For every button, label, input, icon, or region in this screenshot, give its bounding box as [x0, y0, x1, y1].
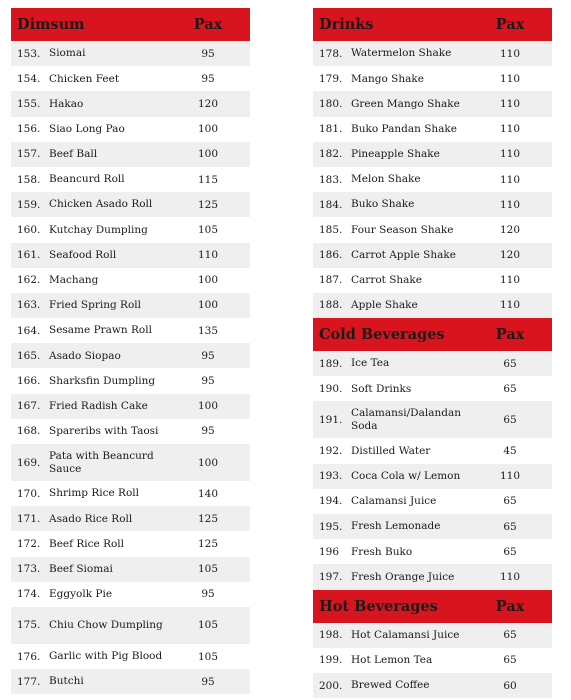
- pax-label: Pax: [495, 16, 525, 33]
- item-name: Fresh Lemonade: [351, 520, 441, 533]
- menu-item-row: [11, 41, 250, 66]
- item-pax: 105: [197, 563, 219, 576]
- item-pax: 95: [201, 349, 215, 362]
- menu-item-row: [11, 167, 250, 192]
- item-pax: 110: [499, 198, 521, 211]
- item-number: 182.: [319, 148, 343, 161]
- item-pax: 100: [197, 123, 219, 136]
- item-pax: 110: [499, 274, 521, 287]
- menu-item-row: [313, 91, 552, 116]
- menu-item-row: [313, 167, 552, 192]
- item-name: Hot Calamansi Juice: [351, 628, 460, 641]
- item-pax: 110: [499, 148, 521, 161]
- item-pax: 110: [499, 123, 521, 136]
- item-name: Brewed Coffee: [351, 679, 430, 692]
- dimsum-list: [11, 41, 250, 694]
- item-number: 155.: [17, 97, 41, 110]
- item-number: 194.: [319, 495, 343, 508]
- item-pax: 110: [499, 470, 521, 483]
- menu-item-row: [11, 293, 250, 318]
- item-pax: 110: [499, 570, 521, 583]
- item-number: 200.: [319, 679, 343, 692]
- menu-item-row: [313, 438, 552, 463]
- item-number: 196: [319, 545, 340, 558]
- menu-item-row: [313, 376, 552, 401]
- menu-item-row: [11, 394, 250, 419]
- cold-beverages-list: [313, 351, 552, 590]
- pax-label: Pax: [495, 597, 525, 615]
- item-name: Fresh Buko: [351, 545, 413, 558]
- item-pax: 125: [197, 198, 219, 211]
- menu-item-row: [313, 401, 552, 438]
- pax-label: Pax: [193, 16, 223, 33]
- item-name: Melon Shake: [351, 173, 421, 186]
- item-name: Shrimp Rice Roll: [49, 487, 139, 500]
- item-name: Hakao: [49, 97, 84, 110]
- menu-item-row: [11, 217, 250, 242]
- item-name: Pata with Beancurd Sauce: [49, 450, 154, 475]
- item-pax: 100: [197, 400, 219, 413]
- menu-item-row: [11, 506, 250, 531]
- item-number: 187.: [319, 274, 343, 287]
- item-number: 161.: [17, 249, 41, 262]
- item-pax: 110: [499, 47, 521, 60]
- item-name: Machang: [49, 274, 99, 287]
- item-name: Siao Long Pao: [49, 122, 125, 135]
- item-pax: 100: [197, 299, 219, 312]
- item-number: 174.: [17, 588, 41, 601]
- item-pax: 100: [197, 274, 219, 287]
- item-name: Fresh Orange Juice: [351, 570, 455, 583]
- item-pax: 95: [201, 675, 215, 688]
- menu-item-row: [313, 66, 552, 91]
- item-pax: 95: [201, 72, 215, 85]
- item-name: Beef Siomai: [49, 562, 113, 575]
- menu-item-row: [313, 464, 552, 489]
- item-number: 179.: [319, 72, 343, 85]
- item-number: 180.: [319, 97, 343, 110]
- item-name: Fried Spring Roll: [49, 299, 141, 312]
- menu-item-row: [11, 142, 250, 167]
- item-number: 183.: [319, 173, 343, 186]
- item-name: Hot Lemon Tea: [351, 654, 433, 667]
- item-pax: 60: [503, 679, 517, 692]
- item-number: 169.: [17, 456, 41, 469]
- section-header-drinks: [313, 8, 552, 41]
- item-pax: 140: [197, 487, 219, 500]
- menu-item-row: [11, 243, 250, 268]
- section-header-dimsum: [11, 8, 250, 41]
- menu-item-row: [313, 539, 552, 564]
- item-pax: 95: [201, 588, 215, 601]
- section-title: Cold Beverages: [319, 326, 445, 344]
- item-pax: 125: [197, 512, 219, 525]
- menu-item-row: [313, 673, 552, 698]
- item-name: Seafood Roll: [49, 248, 117, 261]
- item-number: 188.: [319, 299, 343, 312]
- section-title: Hot Beverages: [319, 597, 438, 615]
- item-name: Chicken Feet: [49, 72, 120, 85]
- menu-item-row: [313, 489, 552, 514]
- item-pax: 95: [201, 425, 215, 438]
- item-name: Distilled Water: [351, 444, 431, 457]
- menu-item-row: [11, 368, 250, 393]
- item-pax: 45: [503, 445, 517, 458]
- item-pax: 110: [499, 299, 521, 312]
- menu-item-row: [313, 514, 552, 539]
- left-column: [11, 8, 250, 694]
- item-pax: 65: [503, 654, 517, 667]
- menu-item-row: [313, 564, 552, 589]
- item-name: Asado Rice Roll: [49, 512, 133, 525]
- menu-item-row: [11, 481, 250, 506]
- item-number: 164.: [17, 324, 41, 337]
- item-number: 198.: [319, 629, 343, 642]
- pax-label: Pax: [495, 326, 525, 344]
- item-pax: 120: [499, 249, 521, 262]
- item-number: 159.: [17, 198, 41, 211]
- item-number: 186.: [319, 249, 343, 262]
- item-name: Beef Ball: [49, 148, 98, 161]
- item-pax: 105: [197, 650, 219, 663]
- section-header-cold-beverages: [313, 318, 552, 351]
- item-name: Calamansi/Dalandan Soda: [351, 407, 461, 432]
- item-pax: 125: [197, 537, 219, 550]
- item-name: Watermelon Shake: [351, 47, 452, 60]
- item-pax: 100: [197, 148, 219, 161]
- item-pax: 95: [201, 47, 215, 60]
- item-name: Buko Shake: [351, 198, 415, 211]
- item-number: 157.: [17, 148, 41, 161]
- item-name: Chicken Asado Roll: [49, 198, 153, 211]
- item-number: 197.: [319, 570, 343, 583]
- item-number: 176.: [17, 650, 41, 663]
- item-pax: 65: [503, 357, 517, 370]
- item-name: Mango Shake: [351, 72, 424, 85]
- menu-item-row: [11, 268, 250, 293]
- item-number: 162.: [17, 274, 41, 287]
- item-number: 189.: [319, 357, 343, 370]
- item-pax: 115: [197, 173, 219, 186]
- menu-item-row: [11, 582, 250, 607]
- menu-item-row: [11, 318, 250, 343]
- section-header-hot-beverages: [313, 590, 552, 623]
- menu-item-row: [11, 66, 250, 91]
- item-number: 192.: [319, 445, 343, 458]
- item-number: 185.: [319, 223, 343, 236]
- menu-item-row: [11, 607, 250, 644]
- item-pax: 105: [197, 223, 219, 236]
- item-pax: 105: [197, 619, 219, 632]
- item-pax: 100: [197, 456, 219, 469]
- item-pax: 65: [503, 520, 517, 533]
- menu-item-row: [11, 557, 250, 582]
- menu-item-row: [313, 351, 552, 376]
- item-number: 158.: [17, 173, 41, 186]
- item-name: Beef Rice Roll: [49, 537, 125, 550]
- menu-item-row: [313, 623, 552, 648]
- item-number: 175.: [17, 619, 41, 632]
- menu-item-row: [11, 117, 250, 142]
- item-pax: 65: [503, 545, 517, 558]
- section-title: Dimsum: [17, 16, 85, 33]
- item-number: 168.: [17, 425, 41, 438]
- menu-item-row: [11, 91, 250, 116]
- item-number: 163.: [17, 299, 41, 312]
- item-name: Soft Drinks: [351, 382, 412, 395]
- item-number: 199.: [319, 654, 343, 667]
- item-pax: 65: [503, 629, 517, 642]
- item-number: 166.: [17, 375, 41, 388]
- item-pax: 65: [503, 413, 517, 426]
- item-pax: 110: [499, 173, 521, 186]
- menu-item-row: [313, 268, 552, 293]
- item-number: 160.: [17, 223, 41, 236]
- item-number: 153.: [17, 47, 41, 60]
- item-number: 177.: [17, 675, 41, 688]
- item-name: Four Season Shake: [351, 223, 454, 236]
- item-number: 167.: [17, 400, 41, 413]
- item-name: Carrot Shake: [351, 274, 423, 287]
- item-pax: 110: [197, 249, 219, 262]
- menu-item-row: [313, 217, 552, 242]
- item-number: 170.: [17, 487, 41, 500]
- item-pax: 110: [499, 72, 521, 85]
- item-pax: 95: [201, 375, 215, 388]
- item-name: Sharksfin Dumpling: [49, 374, 156, 387]
- menu-item-row: [313, 117, 552, 142]
- menu-item-row: [313, 192, 552, 217]
- menu-item-row: [313, 142, 552, 167]
- item-pax: 135: [197, 324, 219, 337]
- item-name: Siomai: [49, 47, 86, 60]
- item-name: Chiu Chow Dumpling: [49, 619, 163, 632]
- item-name: Beancurd Roll: [49, 173, 125, 186]
- item-number: 178.: [319, 47, 343, 60]
- menu-item-row: [313, 648, 552, 673]
- item-number: 171.: [17, 512, 41, 525]
- item-number: 184.: [319, 198, 343, 211]
- item-number: 154.: [17, 72, 41, 85]
- menu-item-row: [11, 444, 250, 481]
- menu-item-row: [11, 669, 250, 694]
- item-pax: 120: [499, 223, 521, 236]
- item-number: 173.: [17, 563, 41, 576]
- item-name: Garlic with Pig Blood: [49, 650, 163, 663]
- item-name: Pineapple Shake: [351, 148, 440, 161]
- item-pax: 65: [503, 495, 517, 508]
- item-name: Asado Siopao: [49, 349, 121, 362]
- item-number: 181.: [319, 123, 343, 136]
- item-name: Eggyolk Pie: [49, 588, 113, 601]
- item-name: Butchi: [49, 675, 84, 688]
- item-number: 156.: [17, 123, 41, 136]
- item-name: Kutchay Dumpling: [49, 223, 148, 236]
- drinks-list: [313, 41, 552, 318]
- item-pax: 120: [197, 97, 219, 110]
- item-name: Carrot Apple Shake: [351, 248, 456, 261]
- section-title: Drinks: [319, 16, 374, 33]
- item-number: 165.: [17, 349, 41, 362]
- menu-item-row: [11, 419, 250, 444]
- menu-item-row: [313, 243, 552, 268]
- item-name: Ice Tea: [351, 357, 390, 370]
- menu-item-row: [11, 644, 250, 669]
- item-name: Calamansi Juice: [351, 495, 437, 508]
- item-number: 172.: [17, 537, 41, 550]
- item-name: Spareribs with Taosi: [49, 425, 159, 438]
- menu-item-row: [11, 531, 250, 556]
- hot-beverages-list: [313, 623, 552, 699]
- menu-item-row: [11, 192, 250, 217]
- item-number: 193.: [319, 470, 343, 483]
- right-column: [313, 8, 552, 698]
- item-pax: 110: [499, 97, 521, 110]
- item-number: 190.: [319, 382, 343, 395]
- item-name: Green Mango Shake: [351, 97, 460, 110]
- item-name: Buko Pandan Shake: [351, 122, 457, 135]
- item-number: 191.: [319, 413, 343, 426]
- item-name: Coca Cola w/ Lemon: [351, 469, 461, 482]
- item-pax: 65: [503, 382, 517, 395]
- item-number: 195.: [319, 520, 343, 533]
- item-name: Sesame Prawn Roll: [49, 324, 152, 337]
- menu-item-row: [313, 293, 552, 318]
- item-name: Apple Shake: [351, 299, 418, 312]
- menu-item-row: [11, 343, 250, 368]
- item-name: Fried Radish Cake: [49, 399, 148, 412]
- menu-item-row: [313, 41, 552, 66]
